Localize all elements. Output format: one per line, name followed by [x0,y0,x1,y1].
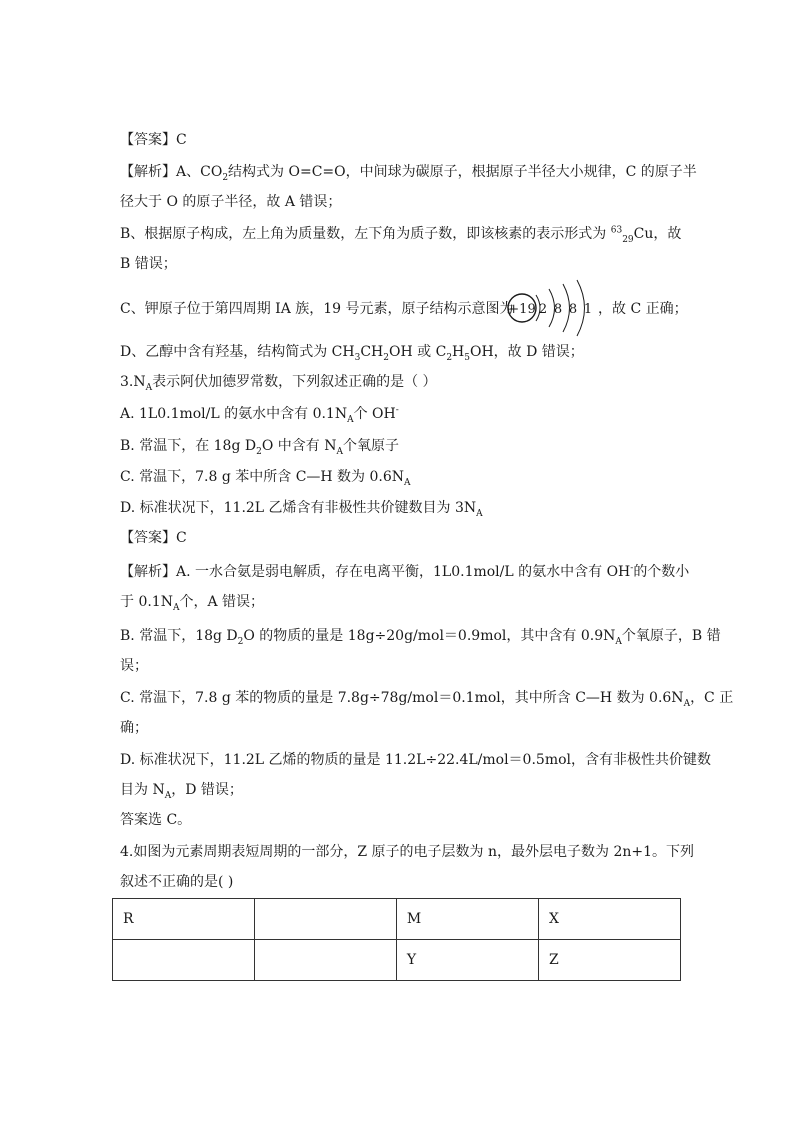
table-cell: Z [538,940,680,981]
table-cell: R [113,899,255,940]
q2-answer: 【答案】C [120,132,187,148]
analysis-label: 【解析】 [120,164,176,180]
table-row [113,899,681,940]
q2-analysis-b-line1: B、根据原子构成，左上角为质量数，左下角为质子数，即该核素的表示形式为 $^{63}_{29}$Cu，故 [120,225,682,245]
q4-stem-line2: 叙述不正确的是( ) [120,874,234,890]
q3-analysis-c-line1: C. 常温下，7.8 g 苯的物质的量是 7.8g÷78g/mol＝0.1mol，其中所含 C—H 数为 $0.6N_A$，C 正 [120,690,734,709]
periodic-table-fragment [112,898,681,981]
shell-4-electrons: 1 [583,302,593,317]
document-page: 【答案】C 【解析】A、$CO_2$结构式为 O=C=O，中间球为碳原子，根据原子半径大小规律，C 的原子半 径大于 O 的原子半径，故 A 错误； B、根据原子构成，左上角为质量数，左下角为质子数，即该核素的表示形式为 $^{63}_{29}$Cu，故 B 错误； C、钾原子位于第四周期 IA 族，19 号元素，原子结构示意图为 +19 2 8 8 1 ，故 C 正确； D、乙醇中含有羟基，结构简式为 $CH_3CH_2OH$ 或 $C_2H_5OH$，故 D 错误； $3.N_A$表示阿伏加德罗常数，下列叙述正确的是（ ） A. 1L0.1mol/L 的氨水中含有 $0.1N_A$个 OH- B. 常温下，在 18g $D_2O$ 中含有 $N_A$个氧原子 C. 常温下，7.8 g 苯中所含 C—H 数为 $0.6N_A$ D. 标准状况下，11.2L 乙烯含有非极性共价键数目为 $3N_A$ 【答案】C 【解析】A. 一水合氨是弱电解质，存在电离平衡，1L0.1mol/L 的氨水中含有 OH-的个数小 于 $0.1N_A$个，A 错误； B. 常温下，18g $D_2O$ 的物质的量是 18g÷20g/mol＝0.9mol，其中含有 $0.9N_A$个氧原子，B 错 误； C. 常温下，7.8 g 苯的物质的量是 7.8g÷78g/mol＝0.1mol，其中所含 C—H 数为 $0.6N_A$，C 正 确； D. 标准状况下，11.2L 乙烯的物质的量是 11.2L÷22.4L/mol＝0.5mol，含有非极性共价键数 目为 $N_A$，D 错误； 答案选 C。 4.如图为元素周期表短周期的一部分，Z 原子的电子层数为 n，最外层电子数为 2n+1。下列 叙述不正确的是( ) R M X Y Z [0,0,794,1123]
q3-option-d: D. 标准状况下，11.2L 乙烯含有非极性共价键数目为 $3N_A$ [120,500,483,519]
table-cell [113,940,255,981]
q2-analysis-a-line2: 径大于 O 的原子半径，故 A 错误； [120,194,342,210]
q3-stem: $3.N_A$表示阿伏加德罗常数，下列叙述正确的是（ ） [120,374,437,393]
q3-option-b: B. 常温下，在 18g $D_2O$ 中含有 $N_A$个氧原子 [120,438,399,457]
table-cell: M [396,899,538,940]
potassium-atom-structure-diagram [506,278,596,338]
q2-analysis-d-line: D、乙醇中含有羟基，结构简式为 $CH_3CH_2OH$ 或 $C_2H_5OH$，故 D 错误； [120,344,584,363]
q3-analysis-a-line1: 【解析】A. 一水合氨是弱电解质，存在电离平衡，1L0.1mol/L 的氨水中含有 OH-的个数小 [120,563,690,580]
q3-analysis-d-line1: D. 标准状况下，11.2L 乙烯的物质的量是 11.2L÷22.4L/mol＝0.5mol，含有非极性共价键数 [120,752,712,768]
q4-stem-line1: 4.如图为元素周期表短周期的一部分，Z 原子的电子层数为 n，最外层电子数为 2n+1。下列 [120,844,695,860]
q3-analysis-d-line2: 目为 $N_A$，D 错误； [120,782,243,801]
shell-2-electrons: 8 [553,302,563,317]
q3-analysis-b-line2: 误； [120,658,148,674]
q2-analysis-a-line1: 【解析】A、$CO_2$结构式为 O=C=O，中间球为碳原子，根据原子半径大小规律，C 的原子半 [120,164,697,183]
q3-analysis-b-line1: B. 常温下，18g $D_2O$ 的物质的量是 18g÷20g/mol＝0.9mol，其中含有 $0.9N_A$个氧原子，B 错 [120,628,721,647]
q3-option-a: A. 1L0.1mol/L 的氨水中含有 $0.1N_A$个 OH- [120,405,399,425]
q3-answer: 【答案】C [120,530,187,546]
table-cell [255,940,397,981]
q2-analysis-b-line2: B 错误； [120,256,177,272]
q3-analysis-a-line2: 于 $0.1N_A$个，A 错误； [120,594,265,613]
shell-3-electrons: 8 [568,302,578,317]
table-cell: Y [396,940,538,981]
table-row [113,940,681,981]
q3-final-answer: 答案选 C。 [120,812,192,828]
table-cell [255,899,397,940]
nucleus-charge: +19 [508,302,536,317]
q3-option-c: C. 常温下，7.8 g 苯中所含 C—H 数为 $0.6N_A$ [120,469,411,488]
shell-1-electrons: 2 [538,302,548,317]
q3-analysis-c-line2: 确； [120,720,148,736]
table-cell: X [538,899,680,940]
